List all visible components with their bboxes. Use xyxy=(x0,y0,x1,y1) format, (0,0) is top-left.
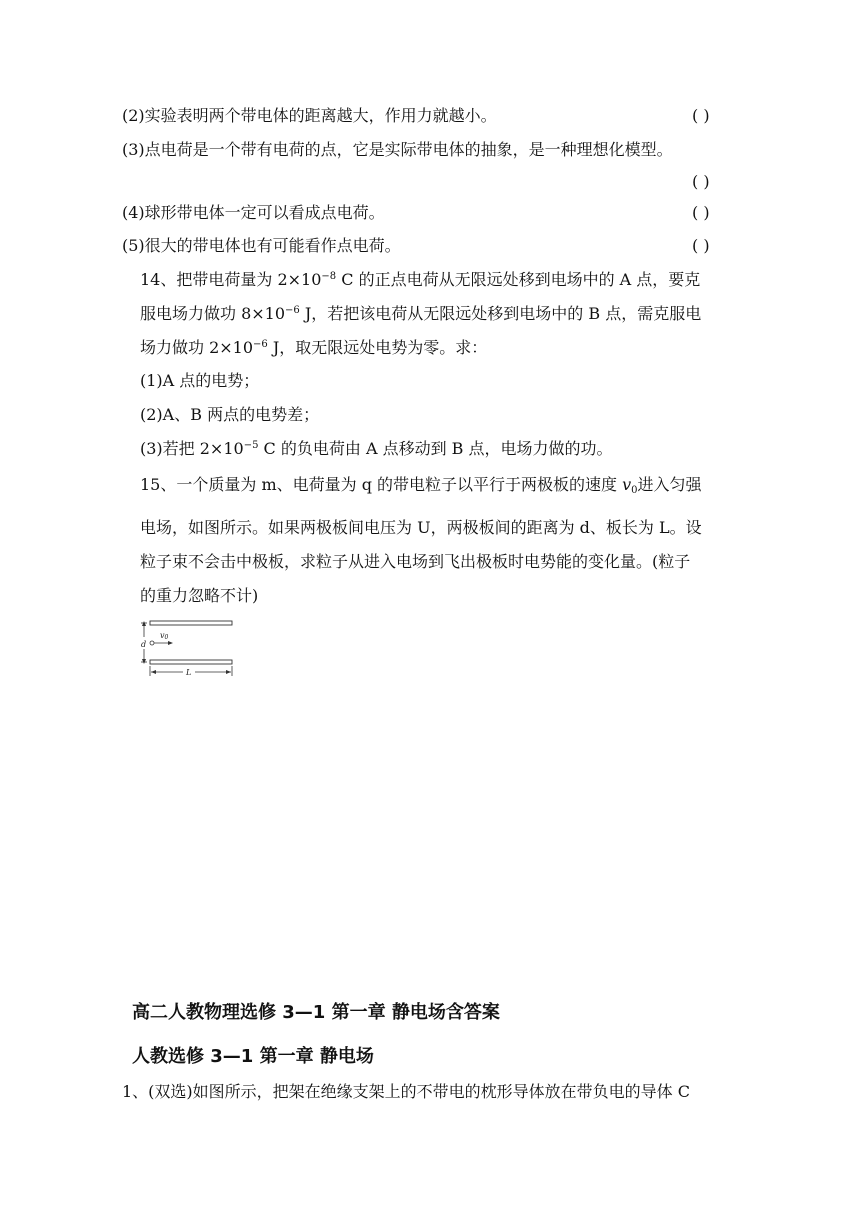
item-2-answer-paren: ( ) xyxy=(692,106,710,125)
q15-line-4: 的重力忽略不计) xyxy=(140,586,259,605)
q15-velocity-symbol: v xyxy=(622,475,632,494)
item-5-text: (5)很大的带电体也有可能看作点电荷。 xyxy=(122,236,401,255)
q15-line-1 xyxy=(140,475,702,495)
q14-line-1-a: 14、把带电荷量为 2×10 xyxy=(140,270,322,289)
q14-line-1 xyxy=(140,270,700,290)
q14-sub-2: (2)A、B 两点的电势差； xyxy=(140,405,320,424)
item-2-text: (2)实验表明两个带电体的距离越大，作用力就越小。 xyxy=(122,106,497,125)
particle-circle xyxy=(150,641,154,645)
q14-sub-3 xyxy=(140,439,613,459)
document-title: 高二人教物理选修 3—1 第一章 静电场含答案 xyxy=(132,1002,500,1023)
q15-velocity-subscript: 0 xyxy=(631,485,638,496)
q15-line-2: 电场，如图所示。如果两极板间电压为 U，两极板间的距离为 d、板长为 L。设 xyxy=(140,518,702,537)
figure-d-label: d xyxy=(141,640,147,649)
q14-exp-4: −5 xyxy=(243,440,259,451)
q1-line-1: 1、(双选)如图所示，把架在绝缘支架上的不带电的枕形导体放在带负电的导体 C xyxy=(122,1082,690,1101)
parallel-plate-figure xyxy=(138,618,238,680)
section-heading: 人教选修 3—1 第一章 静电场 xyxy=(132,1046,374,1067)
q14-line-2 xyxy=(140,304,701,324)
q15-line-3: 粒子束不会击中极板，求粒子从进入电场到飞出极板时电势能的变化量。(粒子 xyxy=(140,552,691,571)
q14-line-2-b: J，若把该电荷从无限远处移到电场中的 B 点，需克服电 xyxy=(299,304,702,323)
item-3-text: (3)点电荷是一个带有电荷的点，它是实际带电体的抽象，是一种理想化模型。 xyxy=(122,140,673,159)
item-4-answer-paren: ( ) xyxy=(692,203,710,222)
q14-line-2-a: 服电场力做功 8×10 xyxy=(140,304,286,323)
q14-line-1-b: C 的正点电荷从无限远处移到电场中的 A 点，要克 xyxy=(336,270,701,289)
q14-sub-3-b: C 的负电荷由 A 点移动到 B 点，电场力做的功。 xyxy=(258,439,613,458)
q14-sub-1: (1)A 点的电势； xyxy=(140,371,260,390)
top-plate xyxy=(150,621,232,625)
q15-line-1-a: 15、一个质量为 m、电荷量为 q 的带电粒子以平行于两极板的速度 xyxy=(140,475,623,494)
q14-line-3-b: J，取无限远处电势为零。求： xyxy=(267,338,488,357)
q14-line-3 xyxy=(140,338,487,358)
figure-L-label: L xyxy=(186,668,192,677)
figure-v-label: v0 xyxy=(160,631,169,641)
bottom-plate xyxy=(150,660,232,664)
item-3-answer-paren: ( ) xyxy=(692,172,710,191)
q14-exp-3: −6 xyxy=(253,339,268,350)
q14-line-3-a: 场力做功 2×10 xyxy=(140,338,254,357)
q14-sub-3-a: (3)若把 2×10 xyxy=(140,439,244,458)
item-5-answer-paren: ( ) xyxy=(692,236,710,255)
item-4-text: (4)球形带电体一定可以看成点电荷。 xyxy=(122,203,385,222)
q15-line-1-b: 进入匀强 xyxy=(637,475,702,494)
q14-exp-2: −6 xyxy=(285,305,300,316)
q14-exp-1: −8 xyxy=(321,271,337,282)
